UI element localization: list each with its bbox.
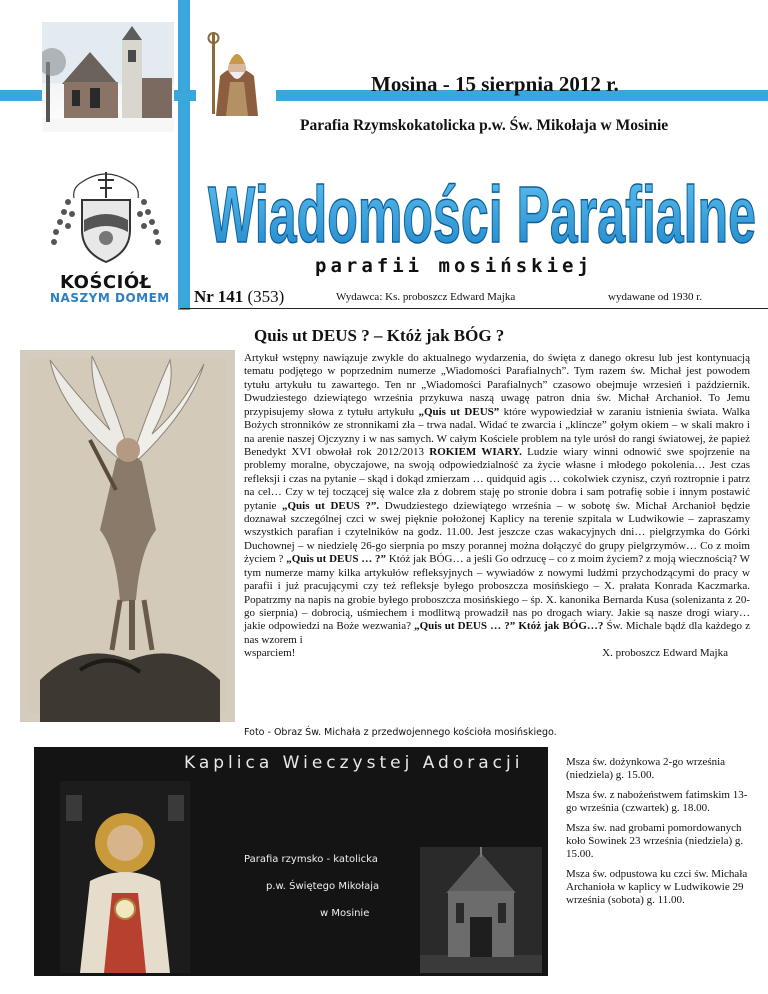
article-text: Dwudziestego dziewiątego września – w sobotę św. Michał Archanioł będzie doznawał szczególnej czci w swej pięknie położonej Kaplicy na terenie szpitala w Ludwikowie – zapraszamy wszystkich parafian i czytelników na godz. 11.00. Jest jeszcze czas wakacyjnych dni… pielgrzymka do Górki Duchownej – w niedzielę 26-go sierpnia po mszy porannej można dołączyć do grupy pielgrzymów… Co z moim życiem ? <box>244 499 750 566</box>
article-emphasis: „Quis ut DEUS ?”. <box>281 499 380 512</box>
banner-line-3: w Mosinie <box>320 908 370 919</box>
banner-line-2: p.w. Świętego Mikołaja <box>266 881 380 892</box>
mass-item: Msza św. odpustowa ku czci św. Michała Archanioła w kaplicy w Ludwikowie 29 września (sobota) g. 11.00. <box>566 868 748 906</box>
article-text: Artykuł wstępny nawiązuje zwykle do aktualnego wydarzenia, do święta z danego okresu lub jest kontynuacją tematu podjętego w poprzednim numerze „Wiadomości Parafialnych”. Tym razem św. Michał jest powodem tytułu artykułu tu zawartego. Ten nr „Wiadomości Parafialnych” czasowo obejmuje wrzesień i październik. Dwudziestego dziewiątego września przykuwa naszą uwagę patron dnia św. Michał Archanioł. To Jemu przypisujemy słowa z tytułu artykułu <box>244 352 750 418</box>
banner-title: Kaplica Wieczystej Adoracji <box>184 753 524 773</box>
mass-schedule <box>566 756 756 914</box>
bishop-crest-icon <box>42 168 170 268</box>
archangel-michael-painting <box>20 350 235 722</box>
article-emphasis: „Quis ut DEUS … ?” <box>286 553 387 566</box>
mass-item: Msza św. z nabożeństwem fatimskim 13-go września (czwartek) g. 18.00. <box>566 789 748 814</box>
article-emphasis: „Quis ut DEUS … ?” Któż jak BÓG…? <box>414 620 604 633</box>
masthead-title <box>204 168 764 258</box>
logo-text-naszym-domem: NASZYM DOMEM <box>50 291 170 305</box>
article-text: które wypowiedział w zaraniu istnienia świata. Walka Bożych stronników ze stronnikami zła – trwa nadal. Widać te zwarcia i „klincze” gołym okiem – w skali makro i na arenie naszej Ojczyzny i w nas samych. W całym Kościele problem na tyle urósł do rangi światowej, że papież Benedykt XVI obwołał rok 2012/2013 <box>244 405 750 458</box>
article-title: Quis ut DEUS ? – Któż jak BÓG ? <box>254 326 505 345</box>
article-closing: wsparciem! <box>244 647 296 660</box>
logo-text-kosciol: KOŚCIÓŁ <box>60 272 152 293</box>
article-signature: X. proboszcz Edward Majka <box>602 647 728 660</box>
issue-number-main: Nr 141 <box>194 287 244 306</box>
issue-date: Mosina - 15 sierpnia 2012 r. <box>371 72 619 96</box>
mass-item: Msza św. dożynkowa 2-go września (niedziela) g. 15.00. <box>566 756 726 781</box>
icon-christ-painting <box>60 781 190 973</box>
issue-number <box>194 287 284 307</box>
church-building-photo <box>420 847 542 973</box>
church-photo <box>42 22 174 132</box>
article-text: Któż jak BÓG… a jeśli Go odrzucę – co z moim życiem? z moją wiecznością? W tym numerze mamy kilka artykułów refleksyjnych – wywiadów z nowymi ludźmi przychodzącymi do pracy w parafii i już pracującymi czy też refleksje byłego proboszcza mosińskiego – X. prałata Konrada Kaczmarka. Popatrzmy na napis na grobie byłego proboszcza mosińskiego – śp. X. kanonika Bernarda Kusa (solenizanta z 20-go sierpnia) – dobrocią, uśmiechem i modlitwą prowadził nas po drogach wiary. Jakie są nasze drogi wiary… jakie odpowiedzi na Boże wezwania? <box>244 553 750 633</box>
svg-text:Wiadomości Parafialne: Wiadomości Parafialne <box>208 170 756 258</box>
article-emphasis: „Quis ut DEUS” <box>418 405 500 418</box>
parish-name: Parafia Rzymskokatolicka p.w. Św. Mikołaja w Mosinie <box>300 117 669 134</box>
mass-item: Msza św. nad grobami pomordowanych koło Sowinek 23 września (niedziela) g. 15.00. <box>566 822 744 860</box>
published-since: wydawane od 1930 r. <box>608 291 703 303</box>
article-signature-line <box>244 647 750 660</box>
issue-divider <box>180 308 768 309</box>
adoration-chapel-banner <box>34 747 548 976</box>
photo-caption: Foto - Obraz Św. Michała z przedwojennego kościoła mosińskiego. <box>244 727 557 738</box>
article-text: Ludzie wiary winni odnowić swe spojrzenie na problemy moralne, obyczajowe, na swoją odpowiedzialność za życie własne i młodego pokolenia… Jest czas refleksji i czas na pytanie – skąd i dokąd zmierzam … quidquid agis … cokolwiek czynisz, czyń roztropnie i patrz na cel… Czy w tej toczącej się walce zła z dobrem staję po stronie dobra i sam potrafię sobie i innym postawić pytanie <box>244 445 751 512</box>
header-cross-vertical <box>178 0 190 310</box>
banner-line-1: Parafia rzymsko - katolicka <box>244 854 378 865</box>
article-text: Św. Michale bądź dla każdego z nas wzorem i <box>244 620 750 646</box>
article-emphasis: ROKIEM WIARY. <box>429 445 522 458</box>
masthead-subtitle: parafii mosińskiej <box>315 255 593 277</box>
saint-nicholas-picture <box>196 30 276 116</box>
issue-number-total: (353) <box>247 287 285 306</box>
publisher: Wydawca: Ks. proboszcz Edward Majka <box>336 291 516 303</box>
article-body <box>244 352 750 661</box>
